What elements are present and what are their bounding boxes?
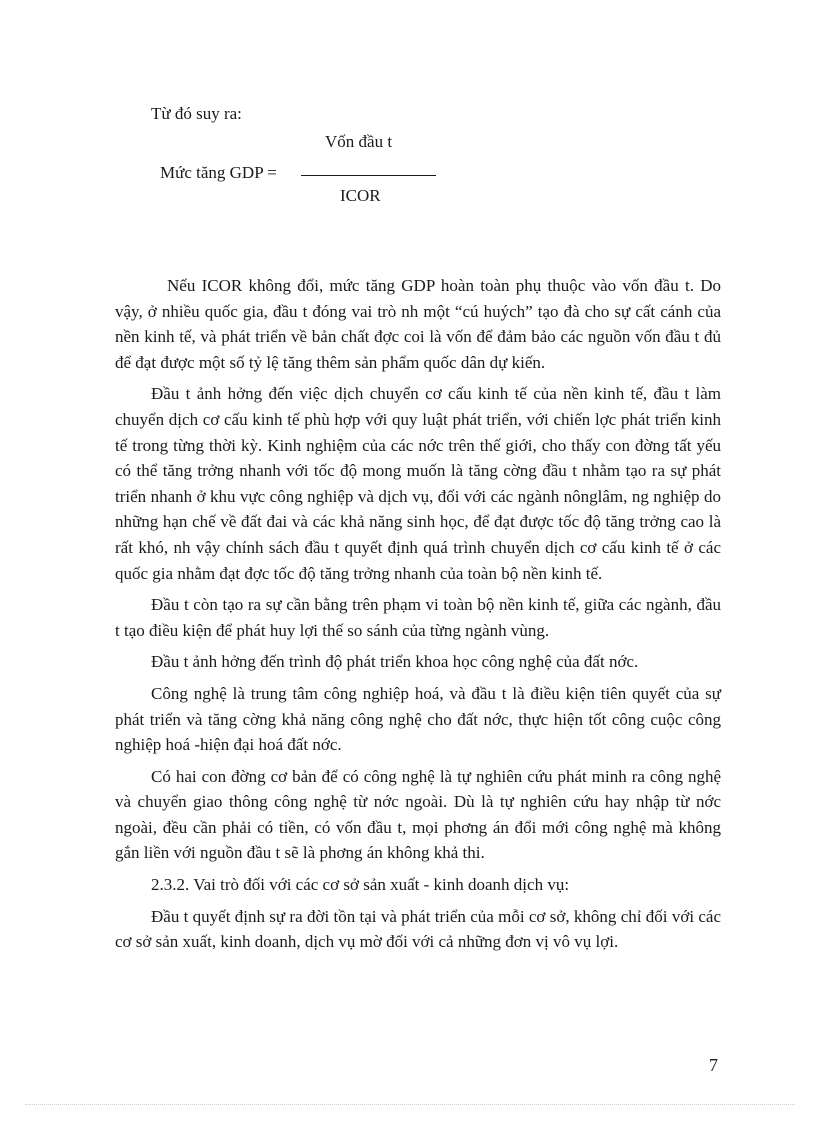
fraction-bar <box>301 175 436 176</box>
formula-denominator: ICOR <box>340 186 381 205</box>
page-number: 7 <box>709 1055 718 1075</box>
body-text <box>115 273 721 961</box>
section-heading-2-3-2: 2.3.2. Vai trò đối với các cơ sở sản xuất - kinh doanh dịch vụ: <box>151 875 570 895</box>
formula-numerator: Vốn đầu t <box>325 132 393 151</box>
footer-divider <box>25 1104 795 1105</box>
paragraph-icor: Nếu ICOR không đổi, mức tăng GDP hoàn toàn phụ thuộc vào vốn đầu t. Do vậy, ở nhiều quốc gia, đầu t đóng vai trò nh một “cú huých” tạo đà cho sự cất cánh của nền kinh tế, và phát triển về bản chất đợc coi là vốn để đảm bảo các nguồn vốn đầu t đủ để đạt được một số tỷ lệ tăng thêm sản phẩm quốc dân dự kiến. <box>115 276 721 372</box>
formula-label: Mức tăng GDP = <box>160 163 277 182</box>
intro-line: Từ đó suy ra: <box>151 104 242 123</box>
paragraph-technology-center: Công nghệ là trung tâm công nghiệp hoá, và đầu t là điều kiện tiên quyết của sự phát triển và tăng cờng khả năng công nghệ cho đất nớc, thực hiện tốt công cuộc công nghiệp hoá -hiện đại hoá đất nớc. <box>115 683 721 755</box>
paragraph-technology-paths: Có hai con đờng cơ bản để có công nghệ là tự nghiên cứu phát minh ra công nghệ và chuyển giao thông công nghệ từ nớc ngoài. Dù là tự nghiên cứu hay nhập từ nớc ngoài, đều cần phải có tiền, có vốn đầu t, mọi phơng án đổi mới công nghệ mà không gắn liền với nguồn đầu t sẽ là phơng án không khả thi. <box>115 766 721 863</box>
paragraph-balance: Đầu t còn tạo ra sự cần bằng trên phạm vi toàn bộ nền kinh tế, giữa các ngành, đầu t tạo điều kiện để phát huy lợi thế so sánh của từng ngành vùng. <box>115 595 721 640</box>
gdp-formula <box>160 131 460 211</box>
paragraph-technology-impact: Đầu t ảnh hởng đến trình độ phát triển khoa học công nghệ của đất nớc. <box>151 652 639 672</box>
paragraph-structure-shift: Đầu t ảnh hởng đến việc dịch chuyển cơ cấu kinh tế của nền kinh tế, đầu t làm chuyển dịch cơ cấu kinh tế phù hợp với quy luật phát triển, với chiến lợc phát triển kinh tế trong từng thời kỳ. Kinh nghiệm của các nớc trên thế giới, cho thấy con đờng tất yếu có thể tăng trởng nhanh với tốc độ mong muốn là tăng cờng đầu t nhằm tạo ra sự phát triển nhanh ở khu vực công nghiệp và dịch vụ, đối với các ngành nônglâm, ng nghiệp do những hạn chế về đất đai và các khả năng sinh học, để đạt được tốc độ tăng trởng cao là rất khó, nh vậy chính sách đầu t quyết định quá trình chuyển dịch cơ cấu kinh tế ở các quốc gia nhằm đạt đợc tốc độ tăng trởng nhanh của toàn bộ nền kinh tế. <box>115 384 721 583</box>
paragraph-enterprise-role: Đầu t quyết định sự ra đời tồn tại và phát triển của mỗi cơ sở, không chỉ đối với các cơ sở sản xuất, kinh doanh, dịch vụ mờ đối với cả những đơn vị vô vụ lợi. <box>115 906 721 952</box>
